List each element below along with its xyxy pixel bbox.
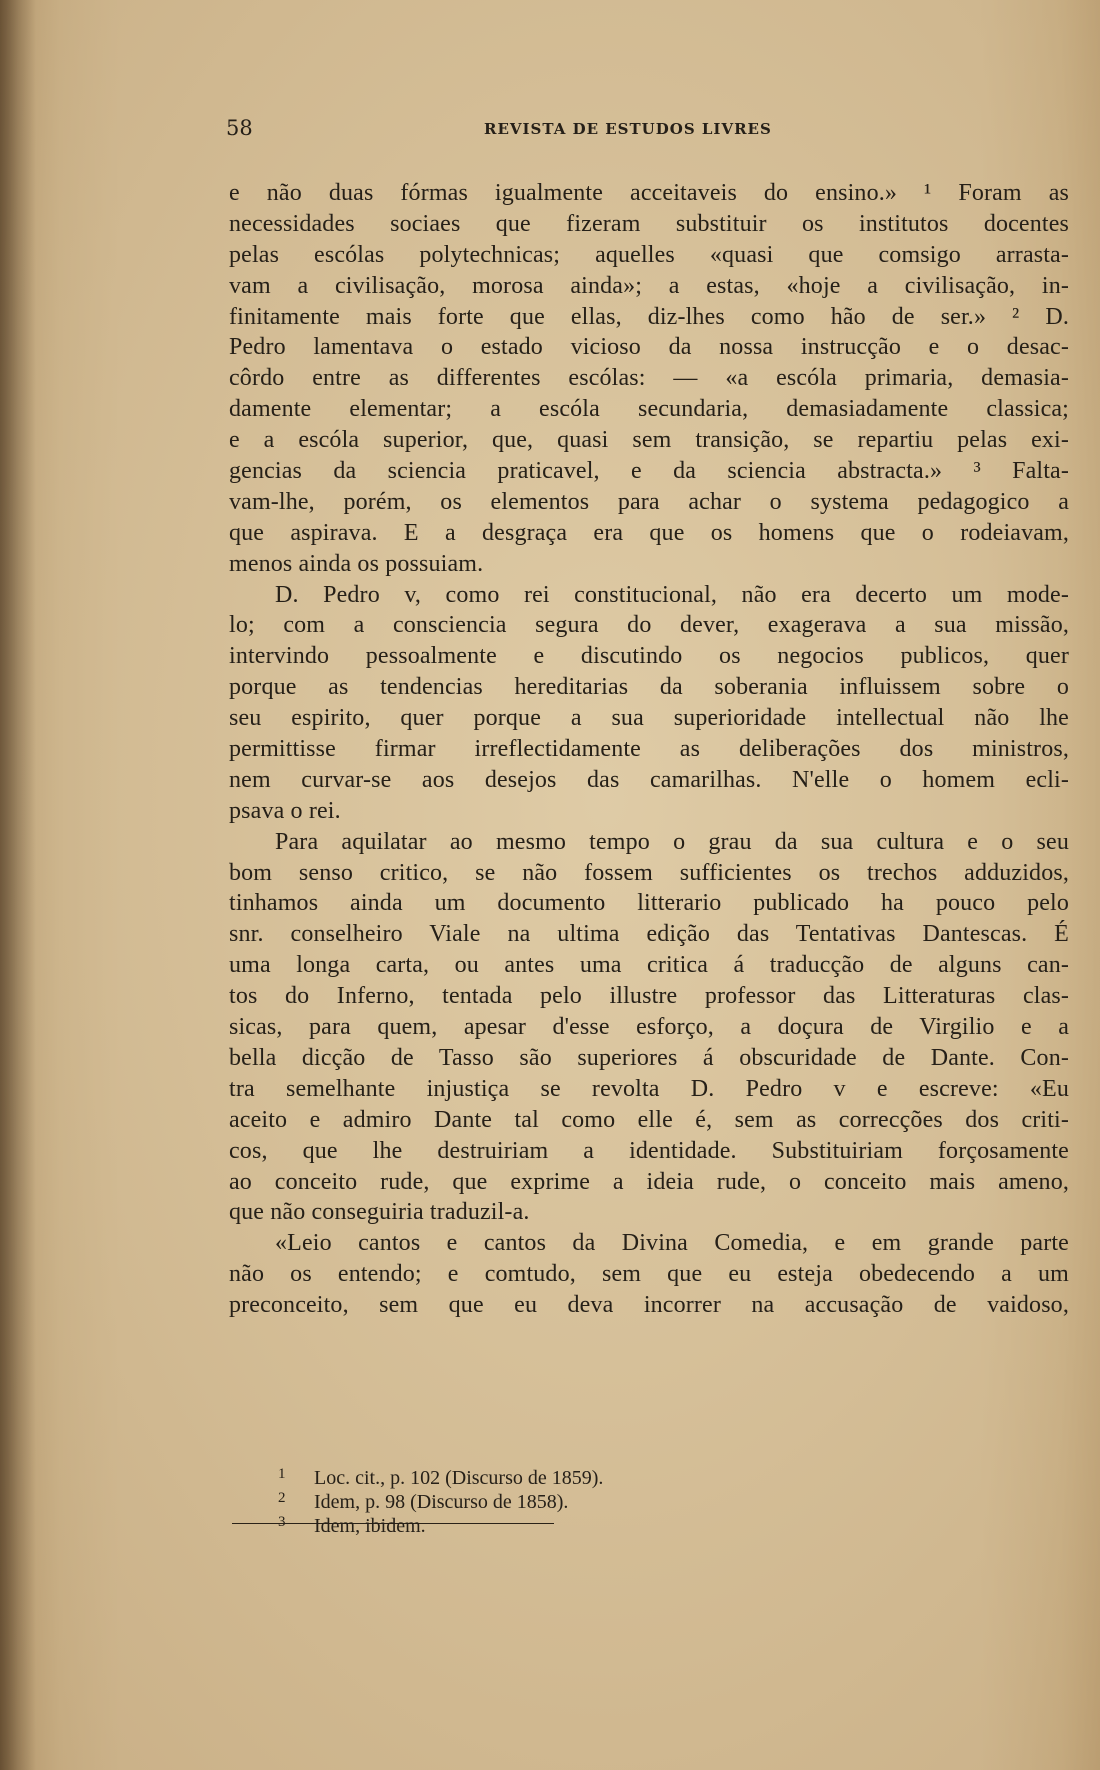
text-line: ao conceito rude, que exprime a ideia rude, o conceito mais ameno, <box>229 1168 1069 1195</box>
footnote <box>278 1514 838 1538</box>
footnote <box>278 1490 838 1514</box>
text-line: lo; com a consciencia segura do dever, exagerava a sua missão, <box>229 612 1069 639</box>
text-line: tra semelhante injustiça se revolta D. Pedro v e escreve: «Eu <box>229 1075 1069 1102</box>
text-line: psava o rei. <box>229 797 341 824</box>
text-line: aceito e admiro Dante tal como elle é, sem as correcções dos criti- <box>229 1106 1069 1133</box>
text-line: tinhamos ainda um documento litterario publicado ha pouco pelo <box>229 890 1069 917</box>
text-line: uma longa carta, ou antes uma critica á traducção de alguns can- <box>229 952 1069 979</box>
text-line: nem curvar-se aos desejos das camarilhas. N'elle o homem ecli- <box>229 766 1069 793</box>
text-line: necessidades sociaes que fizeram substituir os institutos docentes <box>229 210 1069 237</box>
text-line: seu espirito, quer porque a sua superioridade intellectual não lhe <box>229 705 1069 732</box>
text-line: Pedro lamentava o estado vicioso da nossa instrucção e o desac- <box>229 334 1069 361</box>
text-line: bom senso critico, se não fossem sufficientes os trechos adduzidos, <box>229 859 1069 886</box>
running-title: REVISTA DE ESTUDOS LIVRES <box>484 120 772 138</box>
footnote-text: Idem, p. 98 (Discurso de 1858). <box>314 1491 569 1513</box>
footnote-mark: 2 <box>278 1490 286 1506</box>
text-line: côrdo entre as differentes escólas: — «a escóla primaria, demasia- <box>229 365 1069 392</box>
text-line: pelas escólas polytechnicas; aquelles «quasi que comsigo arrasta- <box>229 241 1069 268</box>
text-line: que não conseguiria traduzil-a. <box>229 1199 530 1226</box>
text-line: vam a civilisação, morosa ainda»; a estas, «hoje a civilisação, in- <box>229 272 1069 299</box>
text-line: vam-lhe, porém, os elementos para achar o systema pedagogico a <box>229 488 1069 515</box>
text-line: finitamente mais forte que ellas, diz-lhes como hão de ser.» ² D. <box>229 303 1069 330</box>
text-line: bella dicção de Tasso são superiores á obscuridade de Dante. Con- <box>229 1044 1069 1071</box>
footnote-text: Idem, ibidem. <box>314 1515 426 1537</box>
text-line: sicas, para quem, apesar d'esse esforço, a doçura de Virgilio e a <box>229 1014 1069 1041</box>
text-line: Para aquilatar ao mesmo tempo o grau da sua cultura e o seu <box>275 828 1069 855</box>
text-line: e a escóla superior, que, quasi sem transição, se repartiu pelas exi- <box>229 427 1069 454</box>
body-text <box>229 178 1069 1321</box>
text-line: cos, que lhe destruiriam a identidade. Substituiriam forçosamente <box>229 1137 1069 1164</box>
footnote <box>278 1466 838 1490</box>
text-line: intervindo pessoalmente e discutindo os negocios publicos, quer <box>229 643 1069 670</box>
text-line: tos do Inferno, tentada pelo illustre professor das Litteraturas clas- <box>229 983 1069 1010</box>
page-spine-shadow <box>0 0 36 1770</box>
footnote-mark: 1 <box>278 1466 286 1482</box>
page-number: 58 <box>226 116 253 140</box>
text-line: permittisse firmar irreflectidamente as deliberações dos ministros, <box>229 736 1069 763</box>
footnote-text: Loc. cit., p. 102 (Discurso de 1859). <box>314 1467 604 1489</box>
text-line: damente elementar; a escóla secundaria, demasiadamente classica; <box>229 396 1069 423</box>
page-header <box>226 116 1066 146</box>
text-line: menos ainda os possuiam. <box>229 550 484 577</box>
text-line: porque as tendencias hereditarias da soberania influissem sobre o <box>229 674 1069 701</box>
text-line: que aspirava. E a desgraça era que os homens que o rodeiavam, <box>229 519 1069 546</box>
text-line: gencias da sciencia praticavel, e da sciencia abstracta.» ³ Falta- <box>229 458 1069 485</box>
text-line: não os entendo; e comtudo, sem que eu esteja obedecendo a um <box>229 1261 1069 1288</box>
text-line: D. Pedro v, como rei constitucional, não era decerto um mode- <box>275 581 1069 608</box>
text-line: preconceito, sem que eu deva incorrer na accusação de vaidoso, <box>229 1292 1069 1319</box>
footnote-mark: 3 <box>278 1514 286 1530</box>
footnotes <box>278 1466 838 1538</box>
text-line: e não duas fórmas igualmente acceitaveis do ensino.» ¹ Foram as <box>229 180 1069 206</box>
text-line: «Leio cantos e cantos da Divina Comedia, e em grande parte <box>275 1230 1069 1257</box>
text-line: snr. conselheiro Viale na ultima edição das Tentativas Dantescas. É <box>229 921 1069 948</box>
